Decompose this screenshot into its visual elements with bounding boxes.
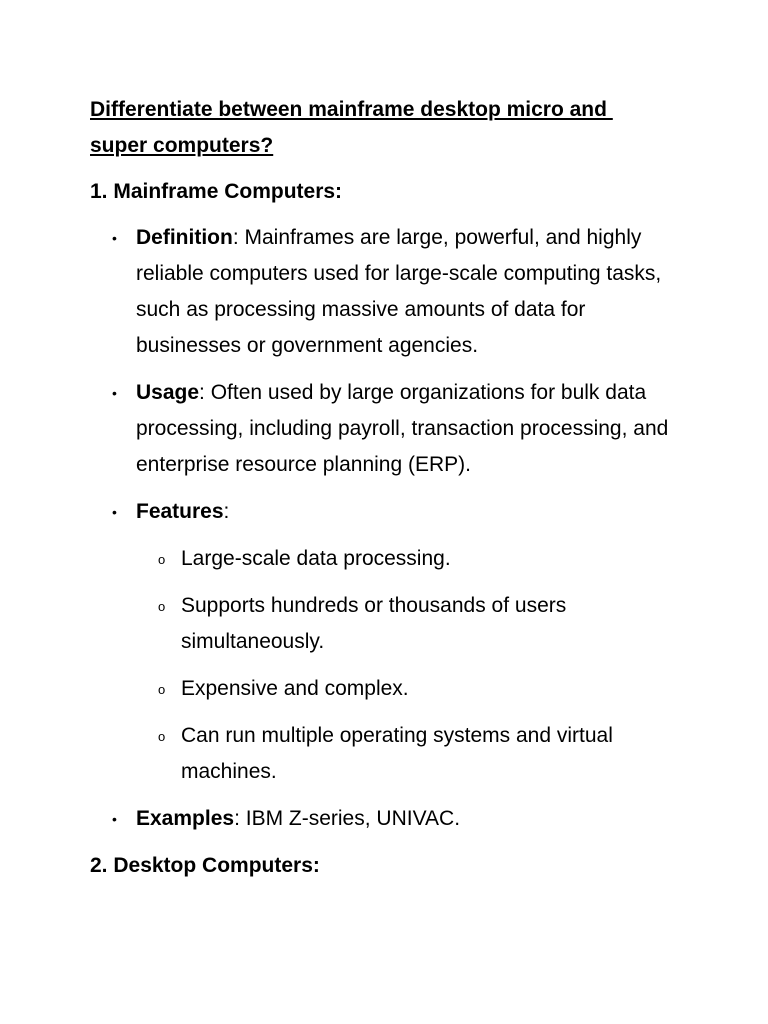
sub-item-text: Supports hundreds or thousands of users simultaneously. bbox=[181, 594, 567, 653]
section-heading-desktop: 2. Desktop Computers: bbox=[90, 854, 320, 877]
text-examples: : IBM Z-series, UNIVAC. bbox=[234, 807, 461, 830]
bullet-icon: • bbox=[112, 504, 117, 520]
list-item-definition bbox=[90, 220, 690, 364]
sub-item-text: Expensive and complex. bbox=[181, 677, 409, 700]
list-item-examples bbox=[90, 801, 690, 837]
title-line-1: Differentiate between mainframe desktop micro and bbox=[90, 98, 613, 121]
text-definition: : Mainframes are large, powerful, and highly reliable computers used for large-scale computing tasks, such as processing massive amounts of data for businesses or government agencies. bbox=[136, 226, 662, 357]
term-definition: Definition bbox=[136, 226, 233, 249]
document-title bbox=[90, 92, 690, 164]
sub-list-item bbox=[136, 718, 690, 790]
list-item-usage bbox=[90, 375, 690, 483]
sub-bullet-icon: o bbox=[158, 682, 166, 697]
term-examples: Examples bbox=[136, 807, 235, 830]
term-usage: Usage bbox=[136, 381, 200, 404]
sub-item-text: Can run multiple operating systems and virtual machines. bbox=[181, 724, 613, 783]
document-page bbox=[90, 92, 690, 894]
sub-list-item bbox=[136, 588, 690, 660]
bullet-icon: • bbox=[112, 811, 117, 827]
sub-bullet-icon: o bbox=[158, 552, 166, 567]
list-item-features bbox=[90, 494, 690, 790]
section-heading-mainframe: 1. Mainframe Computers: bbox=[90, 180, 343, 203]
bullet-icon: • bbox=[112, 385, 117, 401]
text-features: : bbox=[223, 500, 230, 523]
sub-list-item bbox=[136, 541, 690, 577]
sub-list-item bbox=[136, 671, 690, 707]
bullet-icon: • bbox=[112, 230, 117, 246]
sub-bullet-icon: o bbox=[158, 729, 166, 744]
text-usage: : Often used by large organizations for bulk data processing, including payroll, transaction processing, and enterprise resource planning (ERP). bbox=[136, 381, 669, 476]
sub-item-text: Large-scale data processing. bbox=[181, 547, 451, 570]
sub-bullet-icon: o bbox=[158, 599, 166, 614]
title-line-2: super computers? bbox=[90, 134, 274, 157]
mainframe-bullet-list bbox=[90, 220, 690, 837]
term-features: Features bbox=[136, 500, 224, 523]
features-sub-list bbox=[136, 541, 690, 790]
